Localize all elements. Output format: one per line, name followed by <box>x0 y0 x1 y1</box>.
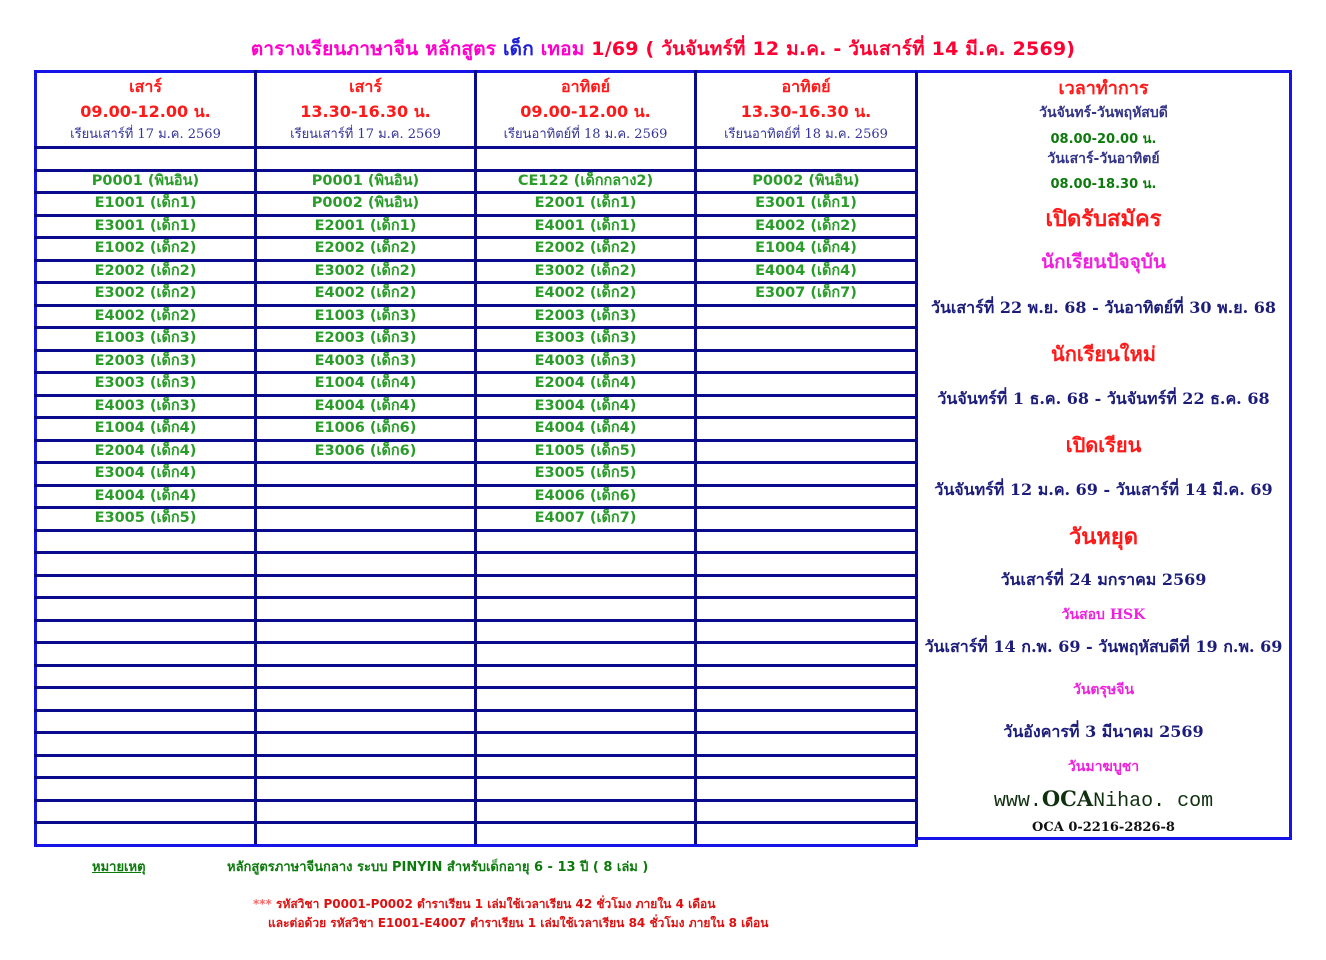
course-cell: E2004 (เด็ก4) <box>476 373 696 396</box>
course-cell <box>696 755 917 778</box>
class-open-title: เปิดเรียน <box>1065 433 1142 457</box>
course-cell: E4001 (เด็ก1) <box>476 215 696 238</box>
notes-stars: *** <box>253 897 272 911</box>
table-row <box>36 395 917 418</box>
course-cell: P0001 (พินอิน) <box>256 170 476 193</box>
course-cell: E2002 (เด็ก2) <box>36 260 256 283</box>
course-cell <box>256 598 476 621</box>
course-cell <box>696 395 917 418</box>
course-cell <box>36 800 256 823</box>
course-cell <box>696 553 917 576</box>
course-cell: E1001 (เด็ก1) <box>36 193 256 216</box>
holiday-date-1: วันเสาร์ที่ 24 มกราคม 2569 <box>1000 570 1207 589</box>
title-text: ตารางเรียนภาษาจีน หลักสูตร <box>250 38 503 60</box>
course-cell <box>36 823 256 846</box>
notes-line-2: และต่อด้วย รหัสวิชา E1001-E4007 ตำราเรียน 1 เล่มใช้เวลาเรียน 84 ชั่วโมง ภายใน 8 เดือน <box>268 916 769 930</box>
course-cell <box>696 350 917 373</box>
course-cell <box>696 665 917 688</box>
course-cell: E4006 (เด็ก6) <box>476 485 696 508</box>
notes-detail <box>253 895 768 933</box>
course-cell: E2001 (เด็ก1) <box>256 215 476 238</box>
title-course-type: เด็ก <box>502 38 534 60</box>
table-cell <box>696 148 917 171</box>
course-cell <box>696 463 917 486</box>
table-row <box>36 283 917 306</box>
course-cell <box>256 643 476 666</box>
course-cell: E3003 (เด็ก3) <box>36 373 256 396</box>
column-time: 13.30-16.30 น. <box>300 102 431 121</box>
table-cell <box>36 148 256 171</box>
course-cell <box>36 665 256 688</box>
page-title <box>0 34 1326 64</box>
table-row <box>36 800 917 823</box>
course-cell <box>36 688 256 711</box>
column-time: 09.00-12.00 น. <box>520 102 651 121</box>
course-cell <box>476 643 696 666</box>
course-cell <box>256 778 476 801</box>
course-cell <box>696 733 917 756</box>
weekday-label: วันจันทร์-วันพฤหัสบดี <box>1039 105 1168 121</box>
course-cell: P0002 (พินอิน) <box>256 193 476 216</box>
course-cell <box>36 620 256 643</box>
title-term-label: เทอม <box>533 38 592 60</box>
course-cell <box>696 598 917 621</box>
course-cell: E4002 (เด็ก2) <box>36 305 256 328</box>
course-cell <box>36 733 256 756</box>
course-cell <box>476 778 696 801</box>
course-cell: E3002 (เด็ก2) <box>476 260 696 283</box>
course-cell <box>696 575 917 598</box>
course-cell <box>476 688 696 711</box>
table-cell <box>476 148 696 171</box>
course-cell: E3001 (เด็ก1) <box>696 193 917 216</box>
course-cell: E2003 (เด็ก3) <box>476 305 696 328</box>
course-cell: E1005 (เด็ก5) <box>476 440 696 463</box>
course-cell: E3007 (เด็ก7) <box>696 283 917 306</box>
course-cell: E3004 (เด็ก4) <box>36 463 256 486</box>
course-cell: E1003 (เด็ก3) <box>256 305 476 328</box>
course-cell: E2002 (เด็ก2) <box>256 238 476 261</box>
course-cell: E4002 (เด็ก2) <box>476 283 696 306</box>
enrollment-title: เปิดรับสมัคร <box>1045 207 1162 232</box>
course-cell: E3002 (เด็ก2) <box>36 283 256 306</box>
course-cell: P0001 (พินอิน) <box>36 170 256 193</box>
current-students-label: นักเรียนปัจจุบัน <box>1041 251 1166 273</box>
course-cell: E4003 (เด็ก3) <box>36 395 256 418</box>
class-open-dates: วันจันทร์ที่ 12 ม.ค. 69 - วันเสาร์ที่ 14 มี.ค. 69 <box>934 480 1273 499</box>
notes-label: หมายเหตุ <box>92 860 146 875</box>
table-cell <box>256 148 476 171</box>
website-link[interactable] <box>918 786 1289 813</box>
course-cell <box>696 328 917 351</box>
course-cell: E1004 (เด็ก4) <box>256 373 476 396</box>
course-cell <box>256 485 476 508</box>
notes-text: หลักสูตรภาษาจีนกลาง ระบบ PINYIN สำหรับเด็กอายุ 6 - 13 ปี ( 8 เล่ม ) <box>227 860 649 875</box>
course-cell: E4004 (เด็ก4) <box>256 395 476 418</box>
column-header <box>476 72 696 148</box>
course-cell <box>696 440 917 463</box>
column-header <box>696 72 917 148</box>
course-cell <box>476 620 696 643</box>
course-cell <box>36 575 256 598</box>
course-cell <box>696 800 917 823</box>
table-row <box>36 215 917 238</box>
column-day: อาทิตย์ <box>781 77 831 96</box>
column-header <box>256 72 476 148</box>
course-cell <box>476 755 696 778</box>
table-row <box>36 260 917 283</box>
course-cell: E3005 (เด็ก5) <box>36 508 256 531</box>
course-cell <box>696 485 917 508</box>
table-row <box>36 575 917 598</box>
new-students-label: นักเรียนใหม่ <box>1051 342 1156 366</box>
table-row <box>36 710 917 733</box>
column-day: เสาร์ <box>349 77 382 96</box>
table-row <box>36 328 917 351</box>
course-cell: E4003 (เด็ก3) <box>476 350 696 373</box>
hsk-dates: วันเสาร์ที่ 14 ก.พ. 69 - วันพฤหัสบดีที่ 19 ก.พ. 69 <box>924 637 1283 656</box>
current-students-dates: วันเสาร์ที่ 22 พ.ย. 68 - วันอาทิตย์ที่ 30 พ.ย. 68 <box>930 298 1277 317</box>
table-row <box>36 643 917 666</box>
course-cell: E3006 (เด็ก6) <box>256 440 476 463</box>
spacer-row <box>36 148 917 171</box>
weekend-label: วันเสาร์-วันอาทิตย์ <box>1047 151 1160 167</box>
course-cell <box>256 823 476 846</box>
table-row <box>36 778 917 801</box>
table-row <box>36 350 917 373</box>
course-cell <box>36 643 256 666</box>
table-row <box>36 170 917 193</box>
course-cell: E4004 (เด็ก4) <box>36 485 256 508</box>
course-cell <box>256 530 476 553</box>
course-cell: E2003 (เด็ก3) <box>256 328 476 351</box>
course-cell <box>476 710 696 733</box>
course-cell <box>256 620 476 643</box>
info-panel <box>915 70 1292 840</box>
weekend-hours: 08.00-18.30 น. <box>1050 177 1157 192</box>
column-date: เรียนเสาร์ที่ 17 ม.ค. 2569 <box>70 127 221 142</box>
column-day: อาทิตย์ <box>561 77 610 96</box>
course-cell <box>696 305 917 328</box>
chinese-new-year-label: วันตรุษจีน <box>1072 682 1135 698</box>
course-cell <box>256 755 476 778</box>
course-cell <box>696 508 917 531</box>
course-cell <box>696 530 917 553</box>
title-term: 1/69 <box>591 38 639 60</box>
course-cell: E3005 (เด็ก5) <box>476 463 696 486</box>
table-row <box>36 238 917 261</box>
notes-line-1-text: รหัสวิชา P0001-P0002 ตำราเรียน 1 เล่มใช้เวลาเรียน 42 ชั่วโมง ภายใน 4 เดือน <box>271 897 716 911</box>
column-date: เรียนอาทิตย์ที่ 18 ม.ค. 2569 <box>724 127 888 142</box>
table-row <box>36 440 917 463</box>
course-cell <box>256 710 476 733</box>
table-row <box>36 665 917 688</box>
course-cell <box>696 688 917 711</box>
table-row <box>36 620 917 643</box>
column-day: เสาร์ <box>129 77 162 96</box>
course-cell: CE122 (เด็กกลาง2) <box>476 170 696 193</box>
course-cell <box>36 755 256 778</box>
hsk-label: วันสอบ HSK <box>1061 607 1146 623</box>
course-cell <box>696 823 917 846</box>
table-row <box>36 553 917 576</box>
course-cell: E4002 (เด็ก2) <box>696 215 917 238</box>
course-cell: E2004 (เด็ก4) <box>36 440 256 463</box>
table-row <box>36 823 917 846</box>
table-row <box>36 463 917 486</box>
course-cell <box>476 598 696 621</box>
website-brand: OCA <box>1041 786 1094 811</box>
course-cell <box>256 508 476 531</box>
column-date: เรียนเสาร์ที่ 17 ม.ค. 2569 <box>290 127 441 142</box>
course-cell <box>476 733 696 756</box>
course-cell: E2002 (เด็ก2) <box>476 238 696 261</box>
phone-number: OCA 0-2216-2826-8 <box>1032 820 1175 835</box>
table-row <box>36 733 917 756</box>
course-cell <box>256 800 476 823</box>
course-cell: E3004 (เด็ก4) <box>476 395 696 418</box>
course-cell <box>36 553 256 576</box>
course-cell: E3001 (เด็ก1) <box>36 215 256 238</box>
course-cell: E2001 (เด็ก1) <box>476 193 696 216</box>
course-cell <box>696 710 917 733</box>
table-row <box>36 485 917 508</box>
column-date: เรียนอาทิตย์ที่ 18 ม.ค. 2569 <box>503 127 668 142</box>
makha-bucha-label: วันมาฆบูชา <box>1067 759 1140 775</box>
course-cell <box>476 530 696 553</box>
course-cell <box>36 598 256 621</box>
course-cell <box>476 575 696 598</box>
table-row <box>36 305 917 328</box>
holiday-title: วันหยุด <box>1068 525 1139 550</box>
table-row <box>36 598 917 621</box>
table-row <box>36 508 917 531</box>
course-cell: E3003 (เด็ก3) <box>476 328 696 351</box>
course-cell: E1003 (เด็ก3) <box>36 328 256 351</box>
course-cell: P0002 (พินอิน) <box>696 170 917 193</box>
course-cell <box>256 688 476 711</box>
course-cell <box>476 823 696 846</box>
column-time: 09.00-12.00 น. <box>80 102 211 121</box>
column-time: 13.30-16.30 น. <box>740 102 872 121</box>
course-cell: E4003 (เด็ก3) <box>256 350 476 373</box>
course-cell: E4007 (เด็ก7) <box>476 508 696 531</box>
course-cell <box>696 418 917 441</box>
table-row <box>36 373 917 396</box>
course-cell <box>256 463 476 486</box>
course-cell: E1002 (เด็ก2) <box>36 238 256 261</box>
column-header <box>36 72 256 148</box>
course-cell <box>476 665 696 688</box>
course-cell: E2003 (เด็ก3) <box>36 350 256 373</box>
course-cell: E1004 (เด็ก4) <box>696 238 917 261</box>
course-cell <box>696 620 917 643</box>
course-cell: E1006 (เด็ก6) <box>256 418 476 441</box>
course-cell <box>256 575 476 598</box>
office-hours-title: เวลาทำการ <box>1058 78 1149 99</box>
website-prefix: www. <box>993 790 1042 813</box>
holiday-date-2: วันอังคารที่ 3 มีนาคม 2569 <box>1003 722 1204 741</box>
table-row <box>36 530 917 553</box>
course-cell: E1004 (เด็ก4) <box>36 418 256 441</box>
course-cell <box>36 778 256 801</box>
notes-line-1 <box>253 895 768 914</box>
weekday-hours: 08.00-20.00 น. <box>1050 132 1157 147</box>
new-students-dates: วันจันทร์ที่ 1 ธ.ค. 68 - วันจันทร์ที่ 22 ธ.ค. 68 <box>937 389 1270 408</box>
course-cell <box>696 373 917 396</box>
course-cell <box>696 643 917 666</box>
header-row <box>36 72 917 148</box>
title-date-range: ( วันจันทร์ที่ 12 ม.ค. - วันเสาร์ที่ 14 มี.ค. 2569) <box>638 38 1076 60</box>
course-cell <box>36 530 256 553</box>
course-cell: E4002 (เด็ก2) <box>256 283 476 306</box>
course-cell: E3002 (เด็ก2) <box>256 260 476 283</box>
table-row <box>36 418 917 441</box>
course-cell <box>256 553 476 576</box>
table-row <box>36 193 917 216</box>
course-cell: E4004 (เด็ก4) <box>696 260 917 283</box>
course-cell <box>256 665 476 688</box>
course-cell <box>476 800 696 823</box>
course-cell <box>696 778 917 801</box>
course-cell <box>36 710 256 733</box>
course-cell <box>256 733 476 756</box>
schedule-table <box>34 70 918 847</box>
table-row <box>36 688 917 711</box>
table-row <box>36 755 917 778</box>
website-suffix: Nihao. com <box>1093 790 1214 813</box>
course-cell <box>476 553 696 576</box>
course-cell: E4004 (เด็ก4) <box>476 418 696 441</box>
